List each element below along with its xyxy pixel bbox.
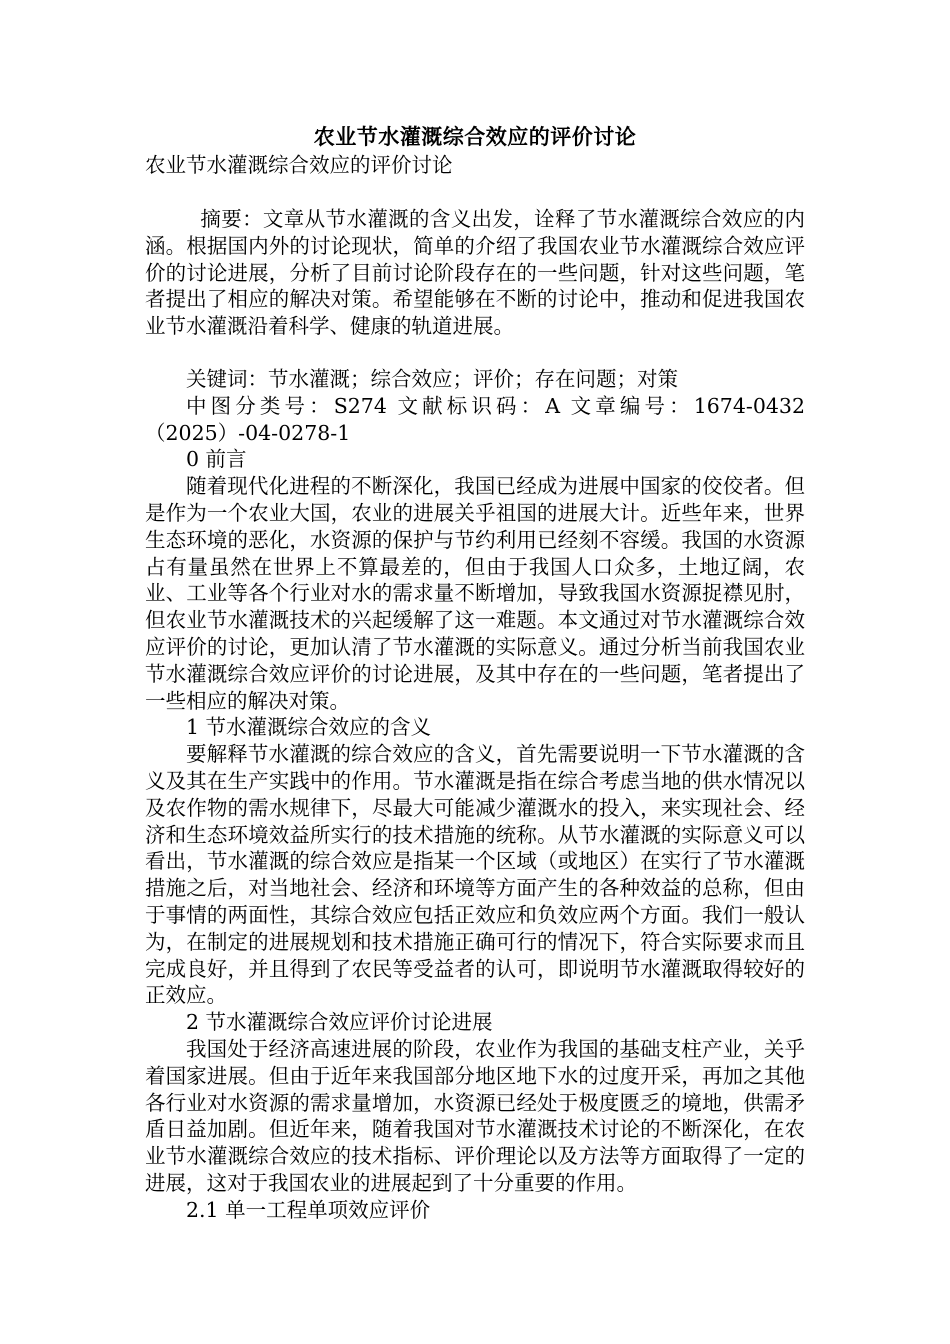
section-body-1: 要解释节水灌溉的综合效应的含义，首先需要说明一下节水灌溉的含义及其在生产实践中的作用。节水灌溉是指在综合考虑当地的供水情况以及农作物的需水规律下，尽最大可能减少灌溉水的投入，来实现社会、经济和生态环境效益所实行的技术措施的统称。从节水灌溉的实际意义可以看出，节水灌溉的综合效应是指某一个区域（或地区）在实行了节水灌溉措施之后，对当地社会、经济和环境等方面产生的各种效益的总称，但由于事情的两面性，其综合效应包括正效应和负效应两个方面。我们一般认为，在制定的进展规划和技术措施正确可行的情况下，符合实际要求而且完成良好，并且得到了农民等受益者的认可，即说明节水灌溉取得较好的正效应。 bbox=[145, 742, 805, 1008]
section-body-2: 我国处于经济高速进展的阶段，农业作为我国的基础支柱产业，关乎着国家进展。但由于近年来我国部分地区地下水的过度开采，再加之其他各行业对水资源的需求量增加，水资源已经处于极度匮乏的境地，供需矛盾日益加剧。但近年来，随着我国对节水灌溉技术讨论的不断深化，在农业节水灌溉综合效应的技术指标、评价理论以及方法等方面取得了一定的进展，这对于我国农业的进展起到了十分重要的作用。 bbox=[145, 1036, 805, 1195]
section-heading-1: 1 节水灌溉综合效应的含义 bbox=[186, 715, 432, 740]
classification-line: 中图分类号：S274 文献标识码：A 文章编号：1674-0432（2025）-04-0278-1 bbox=[145, 393, 805, 445]
section-heading-2: 2 节水灌溉综合效应评价讨论进展 bbox=[186, 1010, 493, 1035]
keywords-line: 关键词：节水灌溉；综合效应；评价；存在问题；对策 bbox=[186, 366, 678, 391]
section-heading-0: 0 前言 bbox=[186, 447, 247, 472]
document-subtitle: 农业节水灌溉综合效应的评价讨论 bbox=[145, 153, 453, 177]
document-title: 农业节水灌溉综合效应的评价讨论 bbox=[313, 125, 637, 149]
section-heading-2-1: 2.1 单一工程单项效应评价 bbox=[186, 1197, 431, 1222]
abstract-paragraph: 摘要：文章从节水灌溉的含义出发，诠释了节水灌溉综合效应的内涵。根据国内外的讨论现状，简单的介绍了我国农业节水灌溉综合效应评价的讨论进展，分析了目前讨论阶段存在的一些问题，针对这些问题，笔者提出了相应的解决对策。希望能够在不断的讨论中，推动和促进我国农业节水灌溉沿着科学、健康的轨道进展。 bbox=[145, 207, 805, 339]
section-body-0: 随着现代化进程的不断深化，我国已经成为进展中国家的佼佼者。但是作为一个农业大国，农业的进展关乎祖国的进展大计。近些年来，世界生态环境的恶化，水资源的保护与节约利用已经刻不容缓。我国的水资源占有量虽然在世界上不算最差的，但由于我国人口众多，土地辽阔，农业、工业等各个行业对水的需求量不断增加，导致我国水资源捉襟见肘，但农业节水灌溉技术的兴起缓解了这一难题。本文通过对节水灌溉综合效应评价的讨论，更加认清了节水灌溉的实际意义。通过分析当前我国农业节水灌溉综合效应评价的讨论进展，及其中存在的一些问题，笔者提出了一些相应的解决对策。 bbox=[145, 474, 805, 713]
document-page bbox=[145, 122, 805, 1223]
